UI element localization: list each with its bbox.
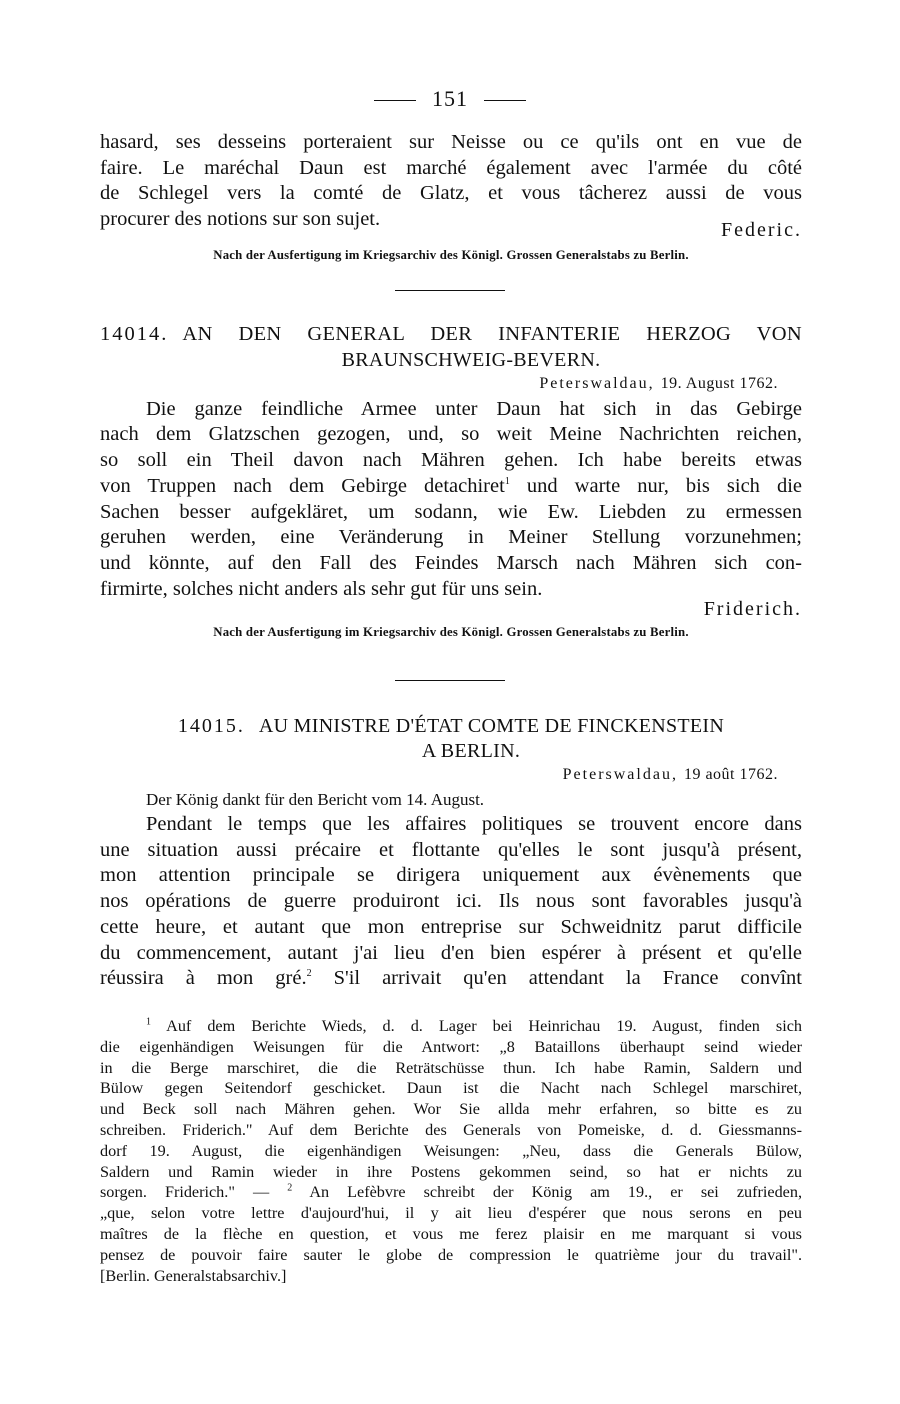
footnote-ref: 1 [504,475,510,487]
footnote-line: pensez de pouvoir faire sauter le globe de compression le quatrième jour du travail". [100,1245,802,1264]
text-line: du commencement, autant j'ai lieu d'en bien espérer à présent et qu'elle [100,941,802,964]
footnote-line [100,1016,802,1037]
page-number: 151 [432,86,468,111]
text-line: une situation aussi précaire et flottante qu'elles le sont jusqu'à présent, [100,838,802,861]
section-divider [395,680,505,681]
text-line: nos opérations de guerre produiront ici. Ils nous sont favorables jusqu'à [100,890,802,913]
text-segment: Auf dem Berichte Wieds, d. d. Lager bei Heinrichau 19. August, finden sich [166,1017,803,1035]
text-line: cette heure, et autant que mon entreprise sur Schweidnitz parut difficile [100,915,802,938]
text-line: de Schlegel vers la comté de Glatz, et vous tâcherez aussi de vous [100,182,802,205]
heading-line-2: BRAUNSCHWEIG-BEVERN. [341,348,601,371]
text-segment: und warte nur, bis sich die [526,474,803,497]
signature-federic: Federic. [721,218,802,241]
heading-text: AN DEN GENERAL DER INFANTERIE HERZOG VON [182,323,802,345]
text-line: mon attention principale se dirigera uniquement aux évènements que [100,864,802,887]
text-segment: An Lefèbvre schreibt der König am 19., er sei zufrieden, [309,1183,802,1202]
footnote-line: maîtres de la flèche en question, et vous me ferez plaisir en me marquant si vous [100,1224,802,1243]
text-line: procurer des notions sur son sujet. [100,208,381,231]
letter-14015 [100,714,802,992]
section-divider [395,290,505,291]
header-dash-right [484,100,526,101]
footnote-line: und Beck soll nach Mähren gehen. Wor Sie allda mehr erfahren, so bitte es zu [100,1100,802,1119]
text-line: Sachen besser aufgekläret, um sodann, wie Ew. Liebden zu ermessen [100,500,802,523]
letter-heading [100,322,802,373]
heading-line-2: A BERLIN. [421,740,521,762]
footnote-mark: 2 [287,1182,293,1194]
text-line: nach dem Glatzschen gezogen, und, so weit Meine Nachrichten reichen, [100,423,802,446]
footnote-line [100,1182,802,1203]
date: 19. August 1762. [660,374,778,392]
footnote-line: Bülow gegen Seitendorf geschicket. Daun ist die Nacht nach Schlegel marschiret, [100,1079,802,1098]
footnotes [100,1016,802,1286]
heading-line-1 [100,322,802,348]
intro-note: Der König dankt für den Bericht vom 14. August. [146,790,485,809]
text-segment: sorgen. Friderich." — [100,1183,288,1202]
text-line: Pendant le temps que les affaires politiques se trouvent encore dans [146,813,802,835]
text-line: so soll ein Theil davon nach Mähren gehen. Ich habe bereits etwas [100,449,802,472]
letter-heading [100,714,802,764]
source-note: Nach der Ausfertigung im Kriegsarchiv des Königl. Grossen Generalstabs zu Berlin. [213,625,689,640]
text-line: faire. Le maréchal Daun est marché également avec l'armée du côté [100,156,802,179]
letter-number: 14014. [100,323,169,345]
footnote-line: dorf 19. August, die eigenhändigen Weisungen: „Neu, dass die Generals Bülow, [100,1141,802,1160]
text-segment: S'il arrivait qu'en attendant la France convînt [333,967,802,990]
continuation-text [100,130,802,263]
signature-friderich: Friderich. [703,598,802,621]
footnote-line: „que, selon votre lettre d'aujourd'hui, il y ait lieu d'espérer que nous serons en peu [100,1204,802,1223]
header-dash-left [374,100,416,101]
place-date [100,375,778,393]
place-date [100,766,778,784]
footnote-line: schreiben. Friderich." Auf dem Berichte des Generals von Pomeiske, d. d. Giessmanns- [100,1120,802,1139]
source-note: Nach der Ausfertigung im Kriegsarchiv des Königl. Grossen Generalstabs zu Berlin. [213,247,689,262]
letter-number: 14015. [177,715,245,737]
heading-line-1 [100,714,802,739]
footnote-line: in die Berge marschiret, die die Reträtschüsse thun. Ich habe Ramin, Saldern und [100,1058,802,1077]
text-segment: von Truppen nach dem Gebirge detachiret [100,474,505,497]
text-line: hasard, ses desseins porteraient sur Neisse ou ce qu'ils ont en vue de [100,131,802,153]
place: Peterswaldau, [562,766,678,783]
footnote-line: [Berlin. Generalstabsarchiv.] [100,1266,287,1285]
place: Peterswaldau, [539,374,655,392]
footnote-line: die eigenhändigen Weisungen für die Antwort: „8 Bataillons überhaupt seind wieder [100,1037,802,1056]
letter-body [100,397,802,603]
footnote-mark: 1 [146,1016,151,1028]
text-line-with-footnote [100,474,802,500]
footnote-line: Saldern und Ramin wieder in ihre Postens gekommen seind, so hat er nichts zu [100,1162,802,1181]
text-line: firmirte, solches nicht anders als sehr gut für uns sein. [100,577,543,600]
footnote-ref: 2 [306,968,312,980]
date: 19 août 1762. [683,766,778,783]
text-segment: réussira à mon gré. [100,967,307,990]
heading-text: AU MINISTRE D'ÉTAT COMTE DE FINCKENSTEIN [258,715,725,737]
text-line: geruhen werden, eine Veränderung in Meiner Stellung vorzunehmen; [100,526,802,549]
page-number-header [0,86,900,112]
text-line: Die ganze feindliche Armee unter Daun hat sich in das Gebirge [146,397,802,420]
text-line: und könnte, auf den Fall des Feindes Marsch nach Mähren sich con- [100,551,802,574]
letter-14014 [100,322,802,640]
text-line-with-footnote [100,966,802,992]
letter-body [100,812,802,992]
